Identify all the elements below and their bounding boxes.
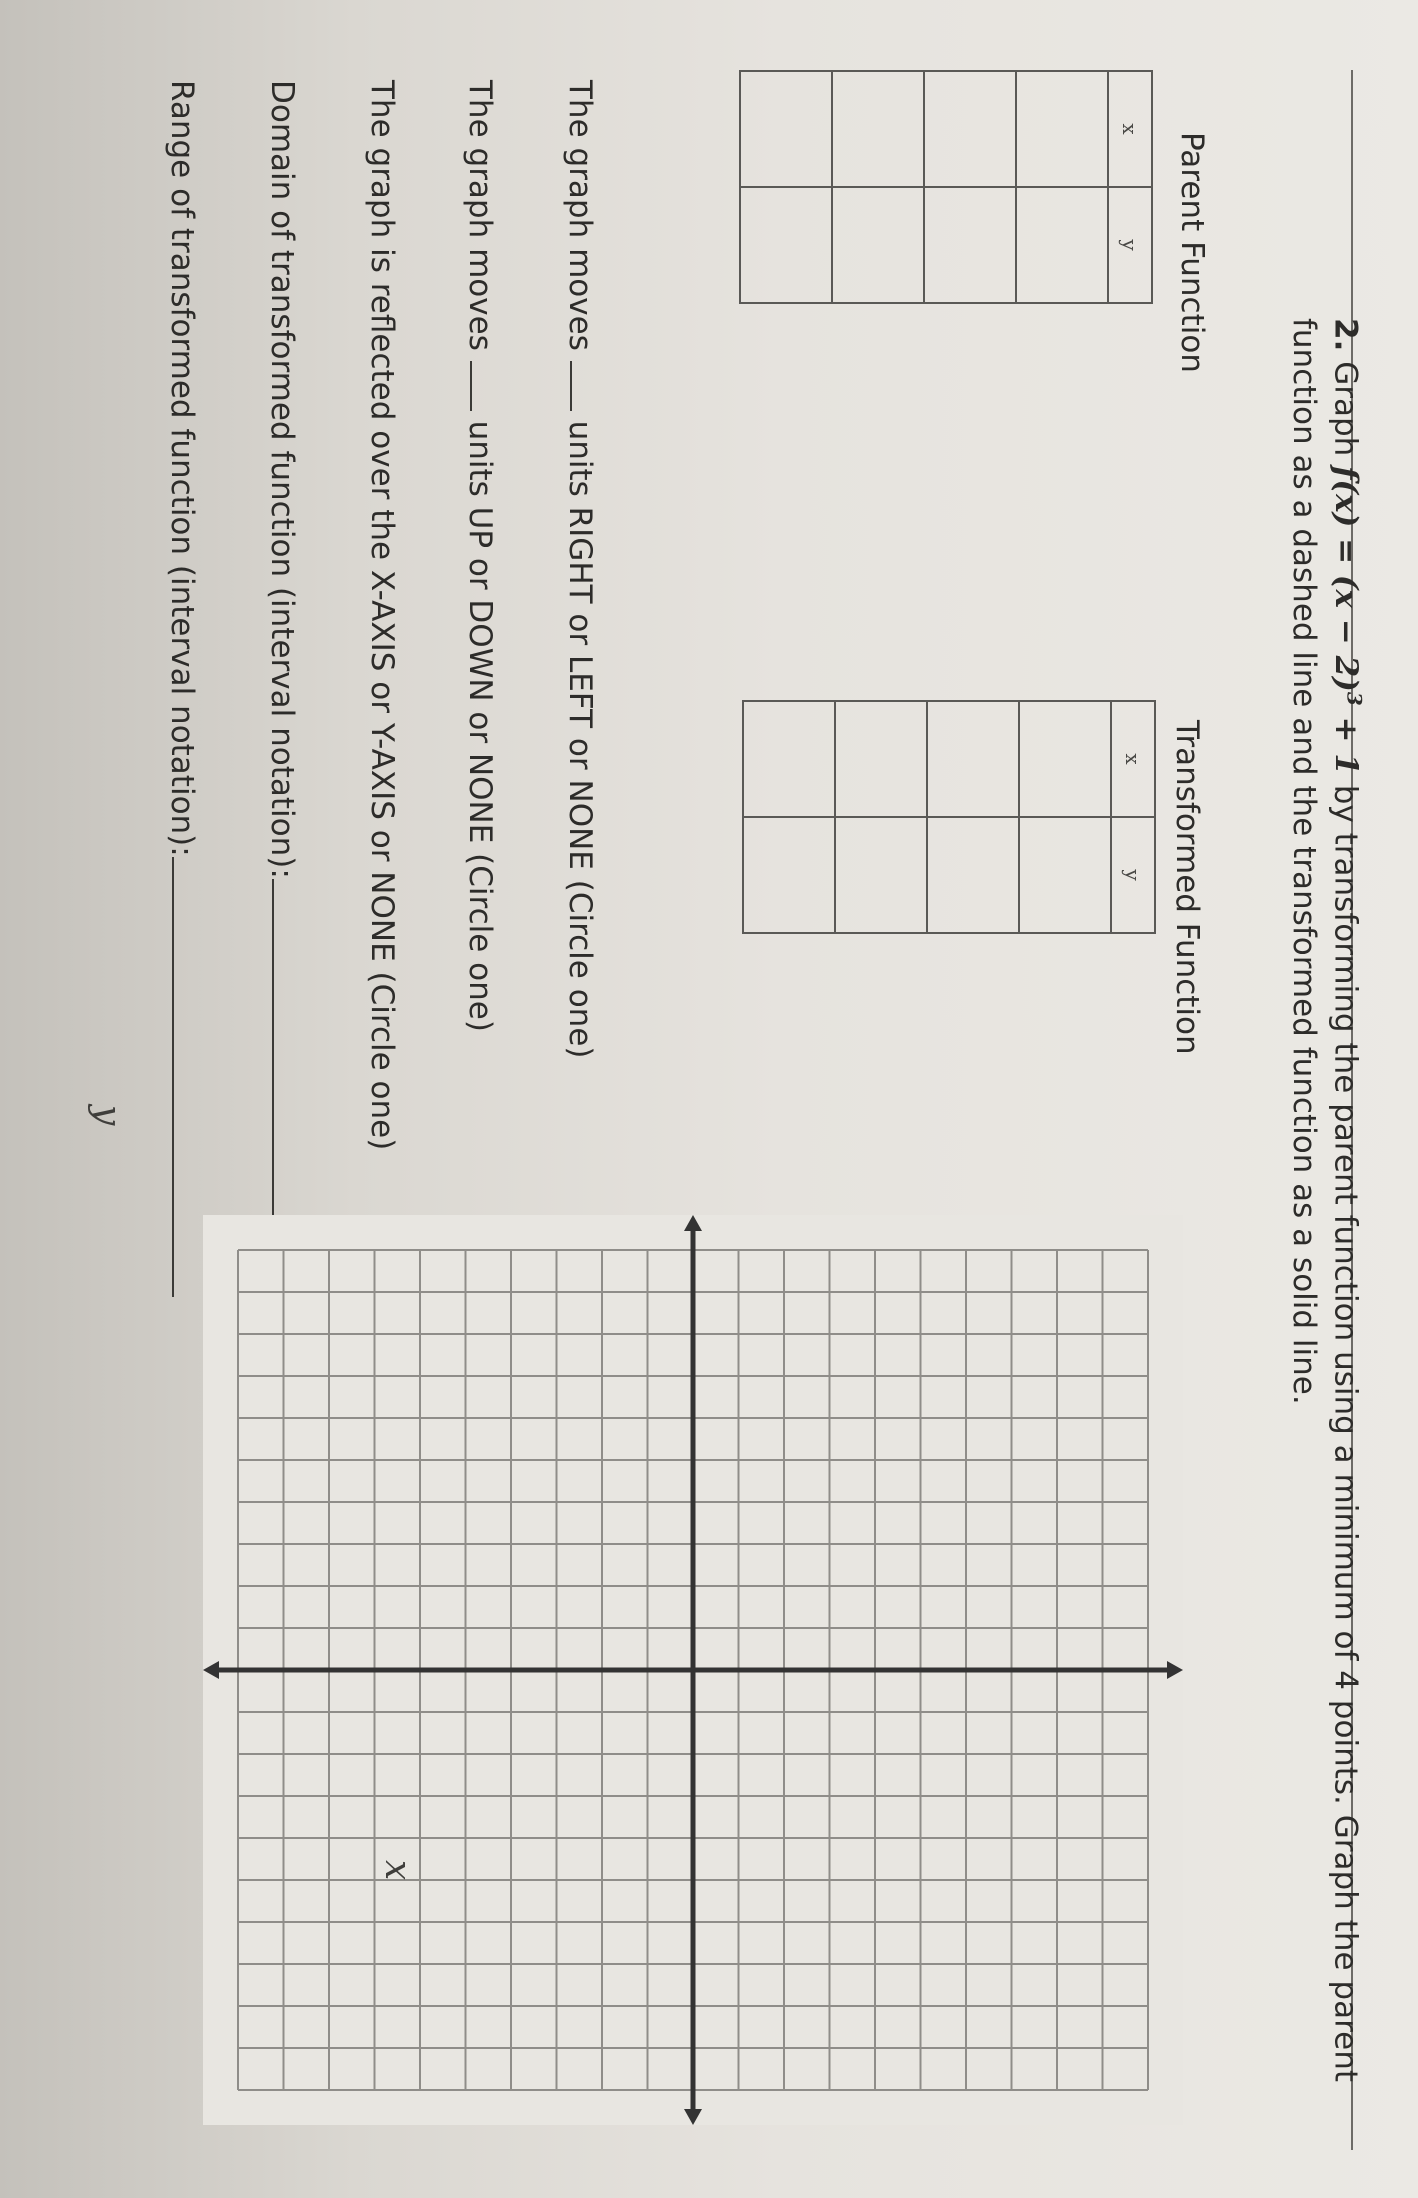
horizontal-prompt-end: units RIGHT or LEFT or NONE (Circle one) [562,420,598,1059]
parent-function-label: Parent Function [1174,132,1210,373]
transformed-x-cell[interactable] [743,701,835,817]
x-axis-label: x [377,1860,418,1881]
coordinate-grid[interactable] [203,1215,1183,2125]
question-text-start: Graph [1327,361,1364,457]
transformed-x-cell[interactable] [835,701,927,817]
horizontal-shift-blank[interactable] [570,361,572,411]
vertical-prompt-end: units UP or DOWN or NONE (Circle one) [462,420,498,1032]
parent-x-cell[interactable] [1016,71,1108,187]
y-axis-label: y [87,1105,128,1126]
parent-y-cell[interactable] [740,187,832,303]
transformed-x-cell[interactable] [1019,701,1111,817]
formula-end: + 1 [1327,705,1364,775]
transformed-y-header: y [1111,817,1155,933]
transformed-y-cell[interactable] [927,817,1019,933]
parent-y-header: y [1108,187,1152,303]
transformed-function-label: Transformed Function [1169,720,1205,1055]
horizontal-shift-prompt [562,80,598,1059]
parent-xy-table [739,70,1153,304]
vertical-shift-prompt [462,80,498,1032]
parent-y-cell[interactable] [924,187,1016,303]
question-line-2: function as a dashed line and the transformed function as a solid line. [1286,318,1322,1405]
parent-x-header: x [1108,71,1152,187]
domain-prompt [264,80,300,1319]
formula-main: f(x) = (x − 2) [1327,466,1364,692]
transformed-x-cell[interactable] [927,701,1019,817]
transformed-xy-table [742,700,1156,934]
transformed-y-cell[interactable] [835,817,927,933]
reflection-prompt: The graph is reflected over the X-AXIS or Y-AXIS or NONE (Circle one) [364,80,400,1151]
range-prompt-text: Range of transformed function (interval notation): [164,80,200,857]
parent-x-cell[interactable] [740,71,832,187]
horizontal-prompt-start: The graph moves [562,80,598,351]
parent-y-cell[interactable] [832,187,924,303]
formula-exponent: 3 [1342,691,1366,706]
parent-x-cell[interactable] [832,71,924,187]
domain-prompt-text: Domain of transformed function (interval notation): [264,80,300,879]
vertical-prompt-start: The graph moves [462,80,498,351]
parent-x-cell[interactable] [924,71,1016,187]
range-prompt [164,80,200,1297]
question-text-rest: by transforming the parent function using a minimum of 4 points. Graph the parent [1327,784,1364,2083]
range-answer-blank[interactable] [172,857,174,1297]
parent-y-cell[interactable] [1016,187,1108,303]
vertical-shift-blank[interactable] [470,361,472,411]
question-line-1 [1328,318,1366,2082]
question-number: 2. [1327,318,1364,352]
transformed-y-cell[interactable] [743,817,835,933]
question-formula [1328,466,1364,775]
transformed-x-header: x [1111,701,1155,817]
transformed-y-cell[interactable] [1019,817,1111,933]
